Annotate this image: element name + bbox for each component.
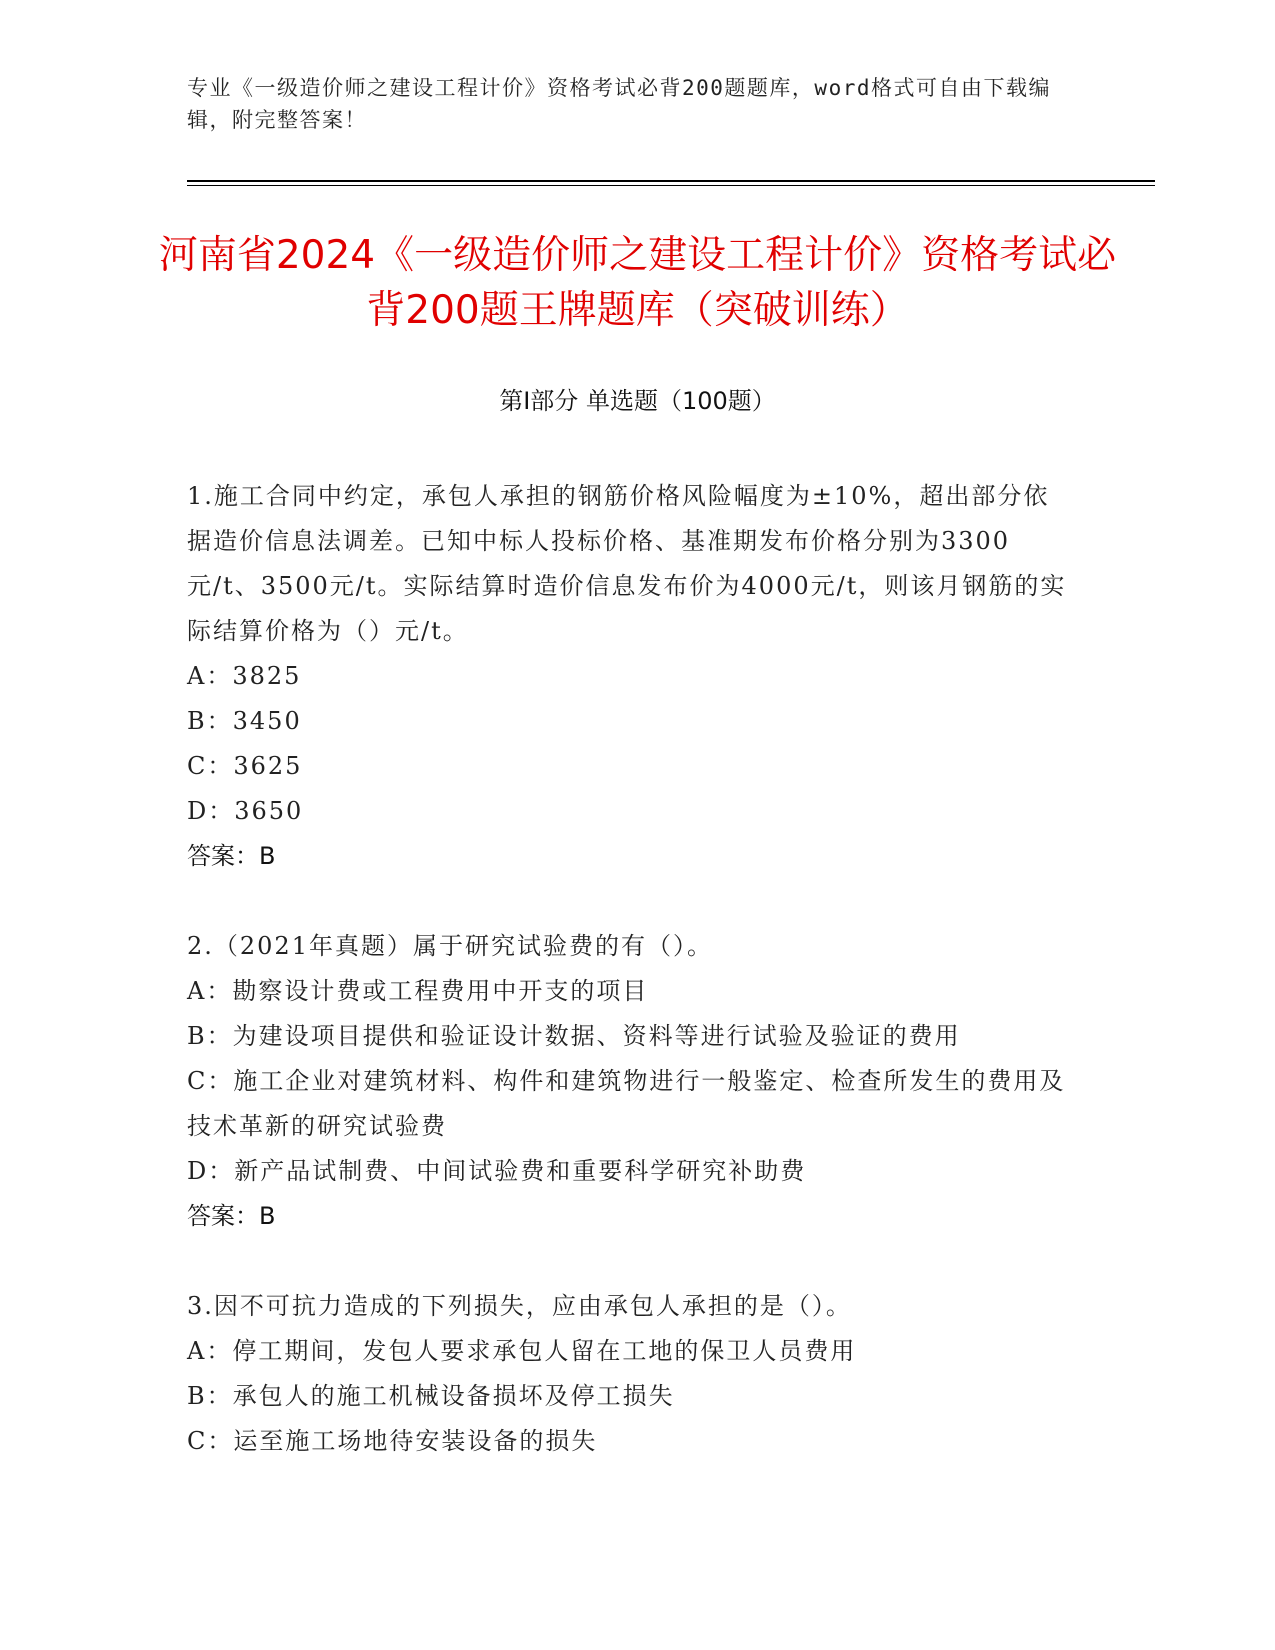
option-c: C：施工企业对建筑材料、构件和建筑物进行一般鉴定、检查所发生的费用及技术革新的研究试验费 <box>187 1067 1066 1140</box>
question-1 <box>187 474 1067 879</box>
header-note: 专业《一级造价师之建设工程计价》资格考试必背200题题库，word格式可自由下载编辑，附完整答案！ <box>187 76 1051 132</box>
option-b: B：为建设项目提供和验证设计数据、资料等进行试验及验证的费用 <box>187 1022 961 1050</box>
option-a: A：勘察设计费或工程费用中开支的项目 <box>187 977 649 1005</box>
header-divider-thin <box>187 185 1155 186</box>
option-d: D：新产品试制费、中间试验费和重要科学研究补助费 <box>187 1157 807 1185</box>
document-title: 河南省2024《一级造价师之建设工程计价》资格考试必背200题王牌题库（突破训练） <box>158 233 1117 333</box>
answer-label: 答案：B <box>187 1202 276 1230</box>
header-divider-thick <box>187 180 1155 182</box>
option-a: A：停工期间，发包人要求承包人留在工地的保卫人员费用 <box>187 1337 857 1365</box>
question-3 <box>187 1284 1067 1464</box>
answer-label: 答案：B <box>187 842 276 870</box>
option-c: C：运至施工场地待安装设备的损失 <box>187 1427 598 1455</box>
question-2 <box>187 924 1067 1239</box>
question-stem: 1.施工合同中约定，承包人承担的钢筋价格风险幅度为±10%，超出部分依据造价信息法调差。已知中标人投标价格、基准期发布价格分别为3300元/t、3500元/t。实际结算时造价信息发布价为4000元/t，则该月钢筋的实际结算价格为（）元/t。 <box>187 482 1067 645</box>
option-b: B：3450 <box>187 707 302 735</box>
option-b: B：承包人的施工机械设备损坏及停工损失 <box>187 1382 675 1410</box>
option-d: D：3650 <box>187 797 304 825</box>
question-list <box>187 474 1067 1509</box>
option-c: C：3625 <box>187 752 303 780</box>
option-a: A：3825 <box>187 662 302 690</box>
question-stem: 3.因不可抗力造成的下列损失，应由承包人承担的是（）。 <box>187 1292 852 1320</box>
question-stem: 2.（2021年真题）属于研究试验费的有（）。 <box>187 932 713 960</box>
section-title: 第Ⅰ部分 单选题（100题） <box>499 387 776 415</box>
